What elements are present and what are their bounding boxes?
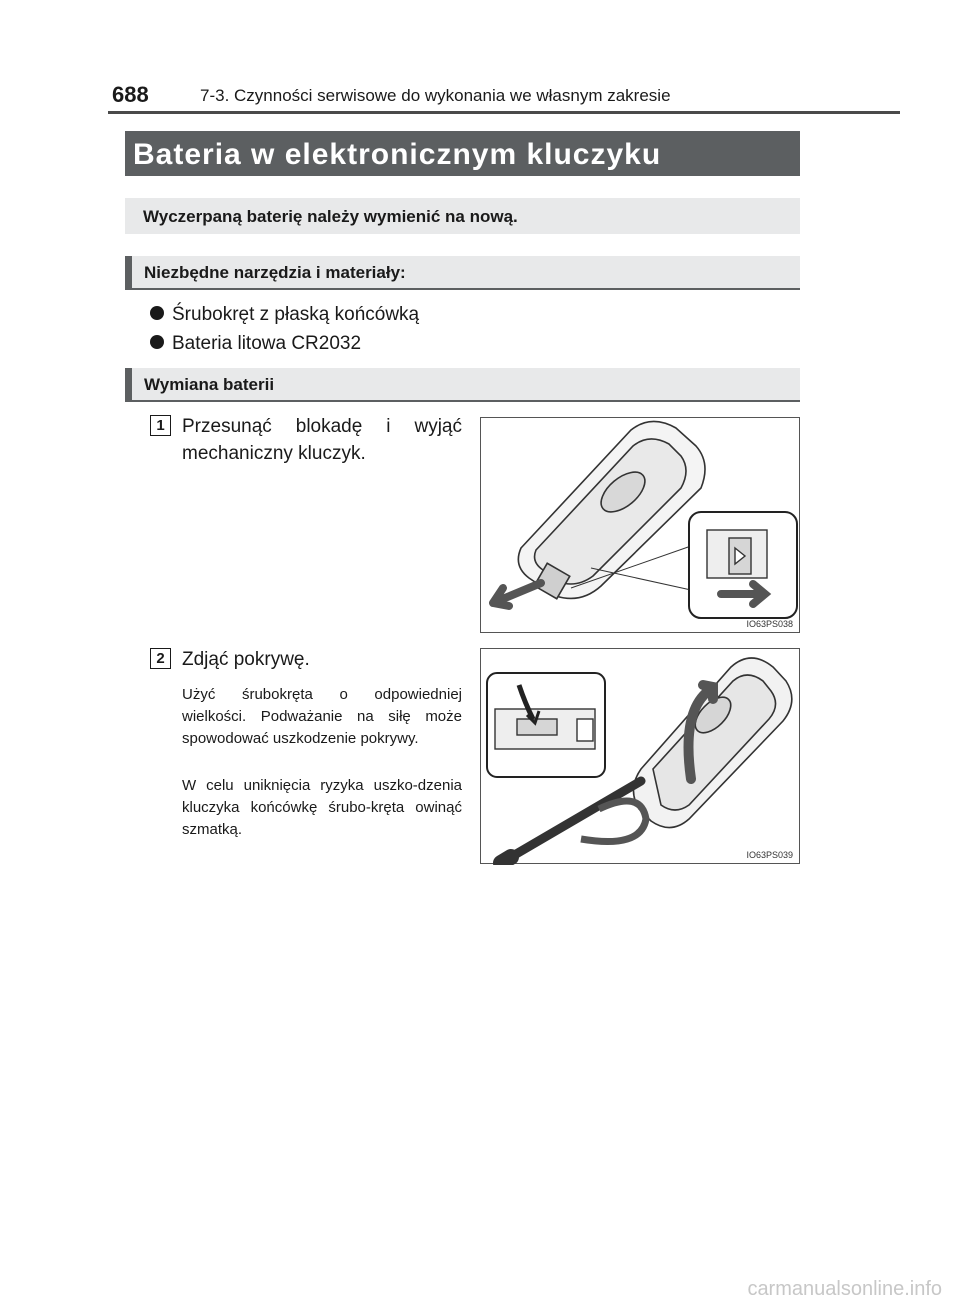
- key-fob-screwdriver-illustration: [481, 649, 801, 865]
- tool-item-label: Śrubokręt z płaską końcówką: [172, 304, 420, 325]
- step-note: W celu uniknięcia ryzyka uszko-dzenia kluczyka końcówkę śrubo-kręta owinąć szmatką.: [182, 777, 462, 838]
- page-title: Bateria w elektronicznym kluczyku: [133, 138, 662, 171]
- page-number: 688: [112, 82, 149, 107]
- bullet-icon: [150, 306, 164, 320]
- tools-section-heading: [125, 256, 800, 290]
- section-heading-label: Wymiana baterii: [144, 375, 275, 394]
- section-heading-label: Niezbędne narzędzia i materiały:: [144, 263, 406, 282]
- main-title-bar: [125, 131, 800, 176]
- step-number-badge: 2: [150, 648, 171, 669]
- section-accent: [125, 256, 132, 288]
- figure-remove-cover: [480, 648, 800, 864]
- tool-item: [150, 304, 419, 326]
- figure-remove-mechanical-key: [480, 417, 800, 633]
- section-accent: [125, 368, 132, 400]
- step-text: Zdjąć pokrywę.: [182, 649, 310, 670]
- figure-code: IO63PS038: [746, 619, 793, 629]
- header-divider: [108, 111, 900, 114]
- step-text: Przesunąć blokadę i wyjąć mechaniczny kluczyk.: [182, 416, 462, 464]
- step-note: Użyć śrubokręta o odpowiedniej wielkości. Podważanie na siłę może spowodować uszkodzenie pokrywy.: [182, 686, 462, 747]
- tool-item-label: Bateria litowa CR2032: [172, 333, 362, 354]
- watermark: carmanualsonline.info: [747, 1278, 942, 1300]
- tool-item: [150, 333, 361, 355]
- step-number-badge: 1: [150, 415, 171, 436]
- chapter-title: 7-3. Czynności serwisowe do wykonania we własnym zakresie: [200, 86, 671, 105]
- replace-section-heading: [125, 368, 800, 402]
- figure-code: IO63PS039: [746, 850, 793, 860]
- lead-box: [125, 198, 800, 234]
- page-header: [0, 0, 960, 118]
- key-fob-illustration: [481, 418, 801, 634]
- lead-text: Wyczerpaną baterię należy wymienić na nową.: [143, 207, 518, 226]
- bullet-icon: [150, 335, 164, 349]
